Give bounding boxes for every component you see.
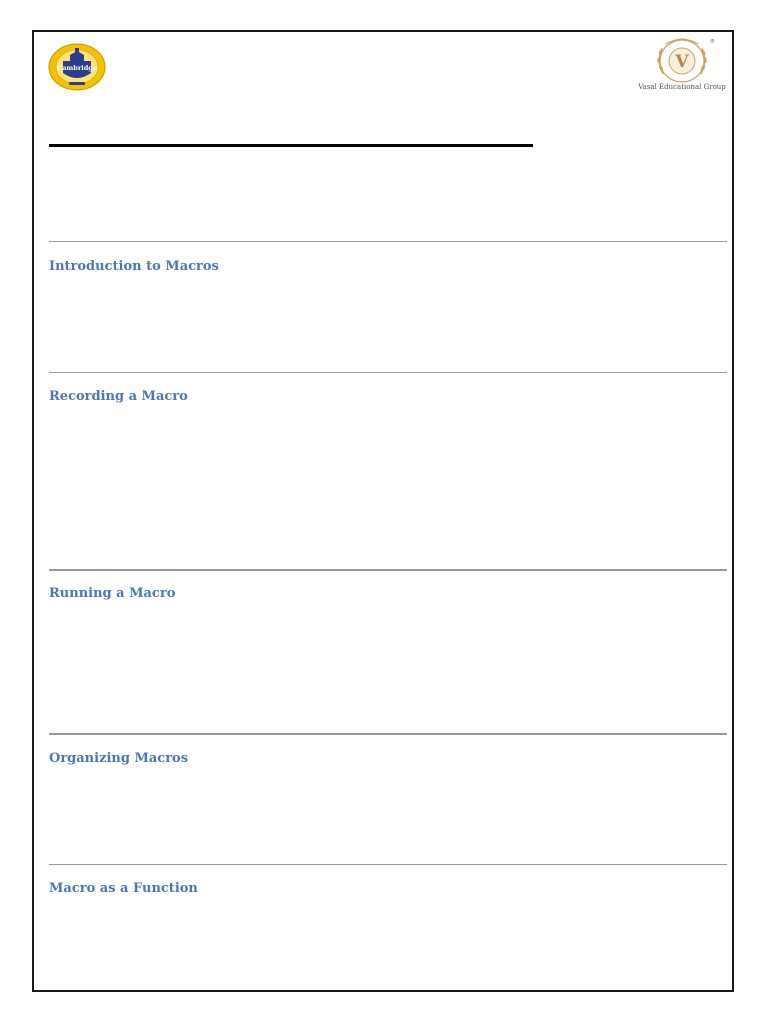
cambridge-school-crest-icon: [48, 43, 106, 91]
right-logo-mark: V: [675, 52, 689, 72]
section-divider: [49, 569, 727, 571]
left-logo-text: Cambridge: [57, 64, 97, 72]
section-heading-introduction: Introduction to Macros: [49, 259, 219, 274]
registered-mark: ®: [710, 39, 715, 45]
section-heading-organizing: Organizing Macros: [49, 751, 189, 766]
section-divider: [49, 372, 727, 373]
title-underline: [49, 144, 533, 147]
page-frame: [32, 30, 734, 992]
section-heading-recording: Recording a Macro: [49, 389, 188, 404]
section-heading-running: Running a Macro: [49, 586, 176, 601]
section-divider: [49, 864, 727, 865]
right-logo-caption: Vasal Educational Group: [638, 83, 726, 91]
section-divider: [49, 733, 727, 735]
section-heading-function: Macro as a Function: [49, 881, 198, 896]
section-divider: [49, 241, 727, 242]
